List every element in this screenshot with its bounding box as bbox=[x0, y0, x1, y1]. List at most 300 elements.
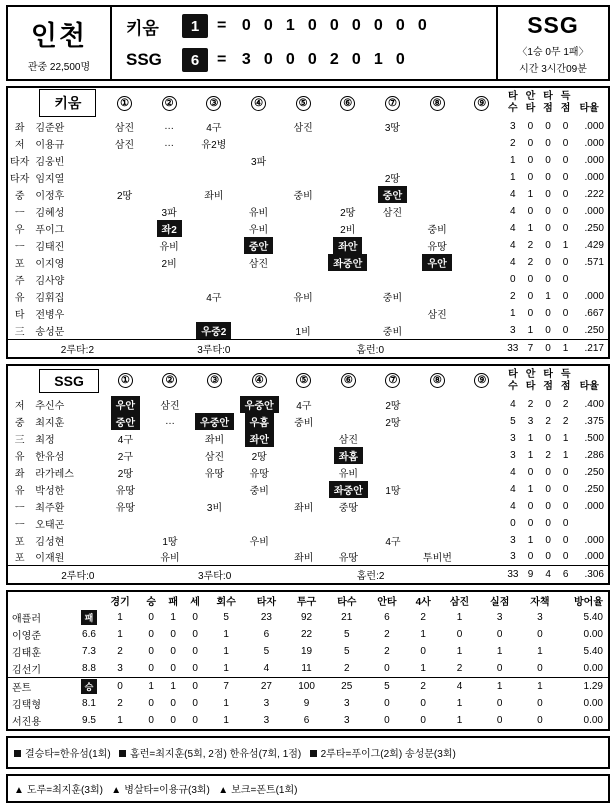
table-row bbox=[8, 305, 608, 322]
at-bat-5 bbox=[282, 481, 326, 498]
inning-header-7: ⑦ bbox=[385, 96, 400, 111]
pitch-sv: 0 bbox=[192, 697, 198, 709]
at-bat-7 bbox=[370, 152, 415, 169]
square-bullet-icon bbox=[14, 750, 21, 757]
at-bat-2: 유비 bbox=[160, 553, 180, 565]
at-bat-1 bbox=[102, 152, 146, 169]
at-bat-6 bbox=[326, 532, 371, 549]
away-inning-5: 0 bbox=[329, 17, 339, 34]
stat-avg: .571 bbox=[584, 257, 604, 268]
pitch-bb: 0 bbox=[420, 645, 426, 657]
pitch-g: 2 bbox=[117, 645, 123, 657]
stat-h: 0 bbox=[527, 466, 534, 478]
stat-avg: .286 bbox=[584, 449, 604, 461]
pitch-era: 0.00 bbox=[583, 714, 603, 726]
home-doubles: 2루타:0 bbox=[8, 566, 148, 583]
stat-avg: .250 bbox=[584, 223, 604, 234]
stat-rbi: 0 bbox=[545, 398, 551, 410]
at-bat-8 bbox=[415, 118, 460, 135]
at-bat-4 bbox=[237, 498, 282, 515]
table-row bbox=[8, 322, 608, 340]
player-name: 김혜성 bbox=[35, 208, 65, 219]
player-name: 이정후 bbox=[35, 191, 65, 202]
away-inning-runs bbox=[235, 17, 433, 35]
pitch-header-ab: 타수 bbox=[337, 596, 357, 608]
at-bat-7: 중안 bbox=[378, 186, 407, 203]
at-bat-9 bbox=[460, 254, 504, 271]
pitch-er: 3 bbox=[537, 611, 543, 623]
at-bat-9 bbox=[460, 203, 504, 220]
at-bat-1 bbox=[102, 203, 146, 220]
at-bat-8 bbox=[415, 288, 460, 305]
pitch-header-w: 승 bbox=[146, 596, 156, 608]
stat-ab: 3 bbox=[510, 121, 516, 132]
at-bat-8 bbox=[415, 169, 460, 186]
pitch-header-h: 안타 bbox=[377, 596, 397, 608]
at-bat-5 bbox=[282, 430, 326, 447]
stat-h: 1 bbox=[527, 325, 534, 336]
at-bat-7 bbox=[370, 135, 415, 152]
pitch-so: 1 bbox=[456, 611, 463, 623]
player-name: 푸이그 bbox=[35, 225, 65, 236]
table-row bbox=[8, 549, 608, 566]
stat-avg: .667 bbox=[584, 308, 604, 319]
game-duration: 시간 3시간09분 bbox=[519, 63, 587, 75]
at-bat-5: 유비 bbox=[293, 293, 313, 304]
position: 좌 bbox=[14, 468, 25, 480]
pitch-np: 100 bbox=[286, 677, 326, 695]
pitch-l: 0 bbox=[170, 645, 176, 657]
stat-ab: 3 bbox=[510, 534, 516, 546]
square-bullet-icon bbox=[310, 750, 317, 757]
position: 저 bbox=[14, 400, 25, 412]
at-bat-2 bbox=[148, 464, 192, 481]
pitcher-name: 김선기 bbox=[12, 664, 41, 676]
pitcher-ip-order: 7.3 bbox=[82, 645, 96, 657]
at-bat-4 bbox=[236, 186, 281, 203]
stat-r: 0 bbox=[562, 223, 569, 234]
at-bat-1: 2구 bbox=[117, 451, 134, 463]
stat-ab: 3 bbox=[510, 449, 516, 461]
position: 타자 bbox=[9, 174, 30, 185]
player-name: 임지열 bbox=[35, 174, 65, 185]
pitch-l: 1 bbox=[162, 677, 184, 695]
at-bat-9 bbox=[460, 237, 504, 254]
at-bat-5 bbox=[281, 220, 325, 237]
at-bat-9 bbox=[460, 118, 504, 135]
position: 三 bbox=[14, 434, 25, 446]
stadium-block bbox=[8, 7, 112, 79]
stat-h: 1 bbox=[527, 223, 534, 234]
pitch-l: 0 bbox=[170, 662, 176, 674]
stat-rbi: 0 bbox=[545, 325, 551, 336]
at-bat-1 bbox=[102, 288, 146, 305]
at-bat-6: 삼진 bbox=[338, 434, 359, 446]
stat-r: 0 bbox=[562, 121, 569, 132]
stat-r: 0 bbox=[562, 155, 569, 166]
away-inning-3: 1 bbox=[285, 17, 295, 34]
table-row bbox=[8, 660, 608, 678]
at-bat-1: 2땅 bbox=[116, 191, 133, 202]
stat-rbi: 0 bbox=[545, 466, 551, 478]
inning-header-6: ⑥ bbox=[341, 373, 356, 388]
at-bat-3 bbox=[192, 254, 237, 271]
stat-h: 0 bbox=[527, 121, 534, 132]
pitch-r: 0 bbox=[496, 714, 503, 726]
stat-rbi: 0 bbox=[545, 308, 551, 319]
at-bat-9 bbox=[460, 271, 504, 288]
stat-rbi: 0 bbox=[545, 483, 551, 495]
home-homeruns: 홈런:2 bbox=[282, 566, 460, 583]
at-bat-9 bbox=[460, 220, 504, 237]
stat-avg: .250 bbox=[584, 466, 604, 478]
table-row bbox=[8, 498, 608, 515]
pitch-bb: 0 bbox=[420, 714, 426, 726]
stat-h: 0 bbox=[527, 274, 534, 285]
stat-r: 0 bbox=[562, 291, 569, 302]
pitch-header-r: 실점 bbox=[490, 596, 510, 608]
at-bat-2 bbox=[147, 186, 192, 203]
pitch-g: 0 bbox=[100, 677, 140, 695]
player-name: 전병우 bbox=[35, 310, 65, 321]
stat-h: 1 bbox=[527, 449, 534, 461]
at-bat-6 bbox=[325, 169, 370, 186]
at-bat-2 bbox=[147, 152, 192, 169]
player-name: 최지훈 bbox=[35, 417, 65, 429]
inning-header-3: ③ bbox=[207, 373, 222, 388]
stat-r: 0 bbox=[562, 483, 569, 495]
pitch-er: 1 bbox=[520, 677, 560, 695]
away-total-h: 7 bbox=[522, 340, 540, 357]
away-team-name: 키움 bbox=[126, 18, 159, 38]
at-bat-4: 3파 bbox=[250, 157, 267, 168]
at-bat-9 bbox=[460, 169, 504, 186]
pitch-ab: 5 bbox=[343, 645, 350, 657]
stat-r: 0 bbox=[562, 551, 569, 563]
at-bat-2: … bbox=[164, 121, 175, 132]
at-bat-1: 우안 bbox=[111, 396, 140, 413]
stat-rbi: 0 bbox=[545, 189, 551, 200]
pitch-so: 0 bbox=[456, 628, 463, 640]
position: 타자 bbox=[9, 157, 30, 168]
at-bat-9 bbox=[460, 152, 504, 169]
pitch-era: 0.00 bbox=[583, 662, 603, 674]
pitch-bf: 3 bbox=[263, 714, 270, 726]
stat-r: 0 bbox=[562, 172, 569, 183]
away-total-rbi: 0 bbox=[539, 340, 557, 357]
pitch-h: 2 bbox=[384, 645, 390, 657]
equals-sign-home: = bbox=[217, 51, 227, 68]
stat-header-avg: 타율 bbox=[579, 380, 599, 392]
pitch-ip: 7 bbox=[206, 677, 246, 695]
pitch-sv: 0 bbox=[192, 628, 198, 640]
stat-ab: 5 bbox=[510, 415, 516, 427]
stat-ab: 4 bbox=[510, 466, 516, 478]
position: 유 bbox=[14, 451, 25, 463]
pitch-r: 3 bbox=[496, 611, 503, 623]
at-bat-4 bbox=[237, 549, 282, 566]
pitch-ab: 25 bbox=[327, 677, 367, 695]
at-bat-1: 4구 bbox=[117, 434, 134, 446]
at-bat-3: 우중안 bbox=[195, 413, 234, 430]
player-name: 최주환 bbox=[35, 502, 65, 514]
pitch-w: 0 bbox=[148, 645, 154, 657]
at-bat-4 bbox=[236, 271, 281, 288]
at-bat-7 bbox=[371, 447, 415, 464]
at-bat-8 bbox=[415, 447, 459, 464]
table-row bbox=[8, 430, 608, 447]
position: 포 bbox=[14, 536, 25, 548]
at-bat-5 bbox=[281, 135, 325, 152]
at-bat-5 bbox=[281, 237, 325, 254]
stat-avg: .000 bbox=[584, 172, 604, 183]
at-bat-2 bbox=[147, 305, 192, 322]
at-bat-1: 삼진 bbox=[114, 140, 135, 151]
away-total-avg: .217 bbox=[574, 340, 608, 357]
at-bat-4 bbox=[236, 322, 281, 340]
notes-line-2 bbox=[14, 781, 602, 796]
table-row bbox=[8, 481, 608, 498]
at-bat-1 bbox=[103, 515, 148, 532]
position: 주 bbox=[14, 276, 25, 287]
pitcher-name: 김택형 bbox=[12, 699, 41, 711]
position: 좌 bbox=[14, 123, 25, 134]
player-name: 김태진 bbox=[35, 242, 65, 253]
at-bat-2 bbox=[147, 271, 192, 288]
pitch-w: 0 bbox=[148, 714, 154, 726]
at-bat-5: 중비 bbox=[293, 191, 313, 202]
pitch-h: 6 bbox=[384, 611, 390, 623]
game-header bbox=[6, 5, 610, 81]
at-bat-4: 2땅 bbox=[251, 451, 267, 463]
pitch-so: 4 bbox=[439, 677, 479, 695]
at-bat-2 bbox=[148, 447, 192, 464]
at-bat-3: 우중2 bbox=[196, 322, 231, 339]
at-bat-3 bbox=[192, 169, 237, 186]
pitch-era: 1.29 bbox=[560, 677, 608, 695]
home-total-avg: .306 bbox=[574, 566, 608, 583]
stat-ab: 4 bbox=[510, 206, 516, 217]
stat-r: 1 bbox=[562, 240, 569, 251]
away-box-summary bbox=[8, 340, 608, 357]
at-bat-9 bbox=[460, 396, 504, 413]
inning-header-8: ⑧ bbox=[430, 96, 445, 111]
table-row bbox=[8, 254, 608, 271]
stat-ab: 1 bbox=[510, 155, 516, 166]
player-name: 추신수 bbox=[35, 400, 65, 412]
pitch-ab: 3 bbox=[343, 697, 350, 709]
at-bat-6 bbox=[326, 396, 371, 413]
at-bat-2 bbox=[148, 481, 192, 498]
away-inning-1: 0 bbox=[241, 17, 251, 34]
stat-h: 3 bbox=[527, 415, 534, 427]
pitch-g: 1 bbox=[117, 714, 123, 726]
at-bat-3 bbox=[192, 237, 237, 254]
at-bat-6: 2비 bbox=[340, 225, 356, 236]
triangle-bullet-icon: ▲ bbox=[14, 784, 24, 796]
at-bat-8 bbox=[415, 135, 460, 152]
home-team-tag: SSG bbox=[39, 369, 99, 393]
stat-rbi: 0 bbox=[545, 121, 551, 132]
table-row bbox=[8, 643, 608, 660]
home-team-name: SSG bbox=[126, 50, 162, 69]
player-name: 이용규 bbox=[35, 140, 65, 151]
stat-ab: 1 bbox=[510, 308, 516, 319]
at-bat-7: 중비 bbox=[382, 327, 403, 338]
at-bat-5 bbox=[282, 515, 326, 532]
pitch-bf: 23 bbox=[260, 611, 272, 623]
table-row bbox=[8, 677, 608, 695]
at-bat-7 bbox=[370, 237, 415, 254]
stat-h: 2 bbox=[527, 257, 534, 268]
home-box-header bbox=[8, 366, 608, 396]
at-bat-8: 삼진 bbox=[427, 310, 447, 321]
at-bat-8: 중비 bbox=[427, 225, 447, 236]
table-row bbox=[8, 626, 608, 643]
stat-h: 0 bbox=[527, 138, 534, 149]
player-name: 김사양 bbox=[35, 276, 65, 287]
player-name: 송성문 bbox=[35, 327, 65, 338]
at-bat-7: 중비 bbox=[382, 293, 403, 304]
stat-header-avg: 타율 bbox=[579, 103, 599, 114]
at-bat-9 bbox=[460, 447, 504, 464]
stat-ab: 4 bbox=[510, 483, 516, 495]
inning-header-1: ① bbox=[117, 96, 132, 111]
stat-rbi: 0 bbox=[545, 257, 551, 268]
table-row bbox=[8, 447, 608, 464]
stat-avg: .000 bbox=[584, 206, 604, 217]
at-bat-1 bbox=[102, 237, 146, 254]
stat-header-rbi: 타 점 bbox=[543, 91, 553, 114]
at-bat-3: 4구 bbox=[206, 293, 222, 304]
stat-r: 0 bbox=[562, 206, 569, 217]
pitch-ip: 1 bbox=[223, 714, 229, 726]
table-row bbox=[8, 712, 608, 729]
at-bat-7: 2땅 bbox=[384, 174, 401, 185]
pitch-w: 0 bbox=[148, 628, 154, 640]
at-bat-1 bbox=[103, 532, 148, 549]
pitch-header-er: 자책 bbox=[530, 596, 550, 608]
pitch-era: 5.40 bbox=[583, 645, 603, 657]
at-bat-7 bbox=[371, 515, 415, 532]
stat-avg: .400 bbox=[584, 398, 604, 410]
at-bat-7: 2땅 bbox=[385, 417, 401, 429]
at-bat-2: … bbox=[164, 415, 175, 427]
at-bat-7 bbox=[370, 305, 415, 322]
at-bat-6 bbox=[325, 118, 370, 135]
at-bat-3: 좌비 bbox=[204, 434, 225, 446]
home-inning-1: 3 bbox=[241, 51, 251, 68]
at-bat-2 bbox=[148, 430, 192, 447]
position: 유 bbox=[14, 293, 25, 304]
at-bat-7 bbox=[371, 430, 415, 447]
at-bat-2 bbox=[147, 288, 192, 305]
at-bat-6 bbox=[325, 271, 370, 288]
inning-header-2: ② bbox=[162, 373, 177, 388]
at-bat-7 bbox=[370, 254, 415, 271]
at-bat-6: 2땅 bbox=[340, 208, 356, 219]
at-bat-6: 좌안 bbox=[333, 237, 362, 254]
away-doubles: 2루타:2 bbox=[8, 340, 147, 357]
stat-rbi: 0 bbox=[545, 206, 551, 217]
pitch-np: 6 bbox=[303, 714, 310, 726]
table-row bbox=[8, 609, 608, 626]
at-bat-7: 삼진 bbox=[382, 208, 403, 219]
home-inning-8: 0 bbox=[395, 51, 405, 68]
player-name: 최정 bbox=[35, 434, 55, 446]
home-total-r: 6 bbox=[557, 566, 575, 583]
stat-ab: 4 bbox=[510, 257, 516, 268]
home-inning-5: 2 bbox=[329, 51, 339, 68]
pitcher-name: 애플러 bbox=[12, 613, 41, 625]
at-bat-1: 중안 bbox=[111, 413, 140, 430]
at-bat-4: 좌안 bbox=[245, 430, 274, 447]
stat-ab: 3 bbox=[510, 551, 516, 563]
position: 유 bbox=[14, 485, 25, 497]
pitch-h: 5 bbox=[367, 677, 407, 695]
stat-h: 0 bbox=[527, 308, 534, 319]
stat-r: 0 bbox=[562, 308, 569, 319]
at-bat-9 bbox=[460, 322, 504, 340]
at-bat-6: 유비 bbox=[338, 468, 359, 480]
at-bat-7: 1땅 bbox=[385, 485, 401, 497]
at-bat-8 bbox=[415, 152, 460, 169]
stat-r: 0 bbox=[562, 325, 569, 336]
stat-rbi: 0 bbox=[545, 155, 551, 166]
stat-ab: 1 bbox=[510, 172, 516, 183]
at-bat-9 bbox=[460, 481, 504, 498]
at-bat-6 bbox=[326, 413, 371, 430]
at-bat-3 bbox=[192, 549, 237, 566]
inning-header-1: ① bbox=[118, 373, 133, 388]
away-total-ab: 33 bbox=[504, 340, 522, 357]
stat-rbi: 0 bbox=[545, 517, 551, 529]
home-triples: 3루타:0 bbox=[148, 566, 282, 583]
at-bat-2: … bbox=[164, 138, 175, 149]
pitch-era: 5.40 bbox=[583, 611, 603, 623]
at-bat-4: 중비 bbox=[249, 485, 269, 497]
at-bat-7: 3땅 bbox=[384, 123, 401, 134]
at-bat-9 bbox=[460, 549, 504, 566]
at-bat-3 bbox=[192, 220, 237, 237]
at-bat-9 bbox=[460, 430, 504, 447]
pitch-so: 1 bbox=[456, 697, 463, 709]
at-bat-1 bbox=[102, 254, 146, 271]
home-inning-2: 0 bbox=[263, 51, 273, 68]
table-row bbox=[8, 203, 608, 220]
stat-header-r: 득 점 bbox=[560, 368, 571, 392]
player-name: 라가레스 bbox=[35, 468, 74, 480]
pitcher-ip-order: 8.8 bbox=[82, 662, 96, 674]
pitching-header-row bbox=[8, 592, 608, 609]
pitch-header-sv: 세 bbox=[190, 596, 200, 608]
pitch-g: 1 bbox=[117, 628, 123, 640]
at-bat-8 bbox=[415, 515, 459, 532]
decision-badge: 승 bbox=[81, 679, 98, 694]
game-notes-secondary bbox=[6, 774, 610, 803]
pitch-l: 0 bbox=[170, 697, 176, 709]
at-bat-5 bbox=[281, 305, 325, 322]
home-total-rbi: 4 bbox=[539, 566, 557, 583]
at-bat-6 bbox=[325, 288, 370, 305]
pitch-r: 0 bbox=[496, 697, 503, 709]
at-bat-9 bbox=[460, 135, 504, 152]
pitch-sv: 0 bbox=[192, 714, 198, 726]
pitch-ip: 5 bbox=[223, 611, 229, 623]
at-bat-6 bbox=[325, 305, 370, 322]
stat-avg: .000 bbox=[584, 534, 604, 546]
at-bat-7 bbox=[371, 549, 415, 566]
